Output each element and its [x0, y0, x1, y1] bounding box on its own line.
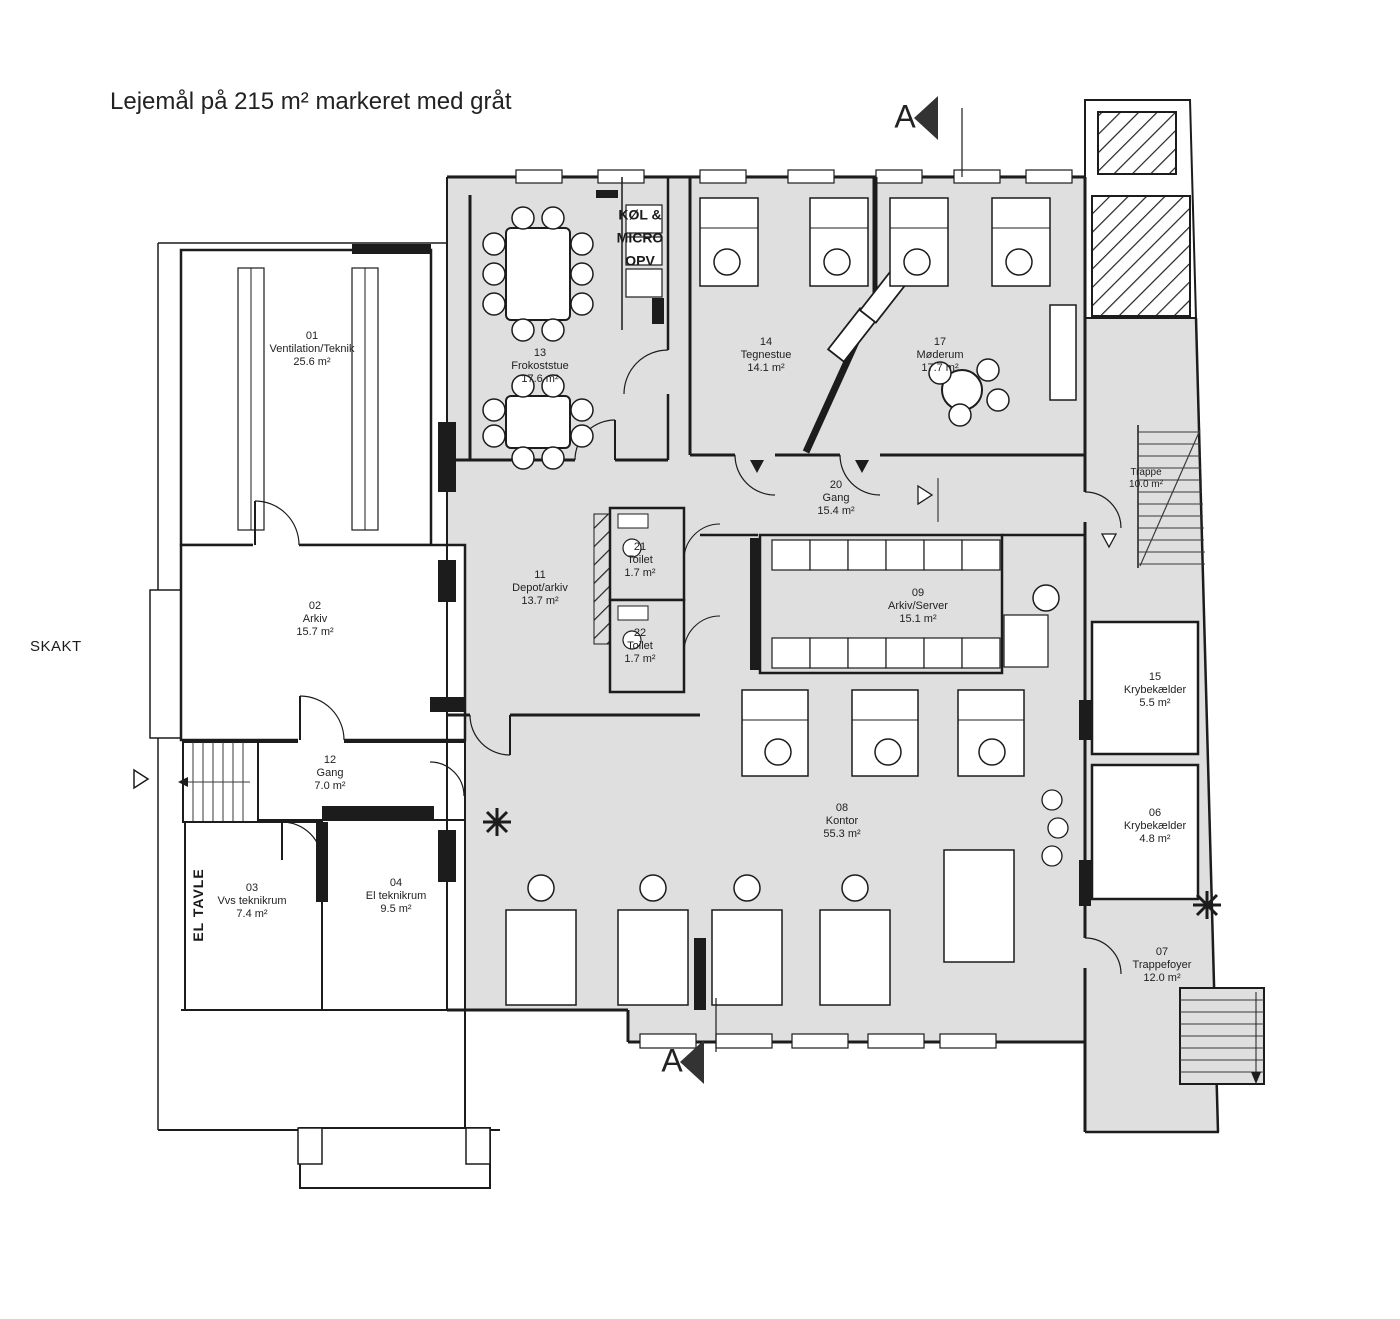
room-label-11: 11 Depot/arkiv 13.7 m² [512, 569, 568, 608]
page-title: Lejemål på 215 m² markeret med gråt [110, 88, 512, 115]
kitchen-label: KØL & MICRO OPV [616, 206, 664, 269]
room-label-07: 07 Trappefoyer 12.0 m² [1132, 946, 1192, 985]
room-label-09: 09 Arkiv/Server 15.1 m² [888, 587, 948, 626]
room-label-21: 21 Toilet 1.7 m² [624, 541, 656, 580]
room-label-04: 04 El teknikrum 9.5 m² [365, 877, 427, 916]
skakt-label: SKAKT [30, 638, 82, 655]
room-label-15: 15 Krybekælder 5.5 m² [1123, 671, 1187, 710]
room-label-22: 22 Toilet 1.7 m² [624, 627, 656, 666]
room-label-20: 20 Gang 15.4 m² [817, 479, 855, 518]
el-tavle-label: EL TAVLE [190, 868, 206, 942]
room-label-03: 03 Vvs teknikrum 7.4 m² [217, 882, 287, 921]
room-label-14: 14 Tegnestue 14.1 m² [740, 336, 792, 375]
room-label-02: 02 Arkiv 15.7 m² [296, 600, 334, 639]
room-label-06: 06 Krybekælder 4.8 m² [1123, 807, 1187, 846]
room-label-12: 12 Gang 7.0 m² [314, 754, 346, 793]
room-label-17: 17 Møderum 17.7 m² [916, 336, 964, 375]
room-label-trappe: Trappe 10.0 m² [1129, 467, 1163, 490]
room-label-13: 13 Frokoststue 17.6 m² [511, 347, 569, 386]
section-marker-a-top: A [894, 98, 916, 135]
left-wing-walls [134, 243, 500, 1188]
room-label-08: 08 Kontor 55.3 m² [823, 802, 861, 841]
section-marker-a-bottom: A [661, 1042, 683, 1079]
room-label-01: 01 Ventilation/Teknik 25.6 m² [269, 330, 355, 369]
